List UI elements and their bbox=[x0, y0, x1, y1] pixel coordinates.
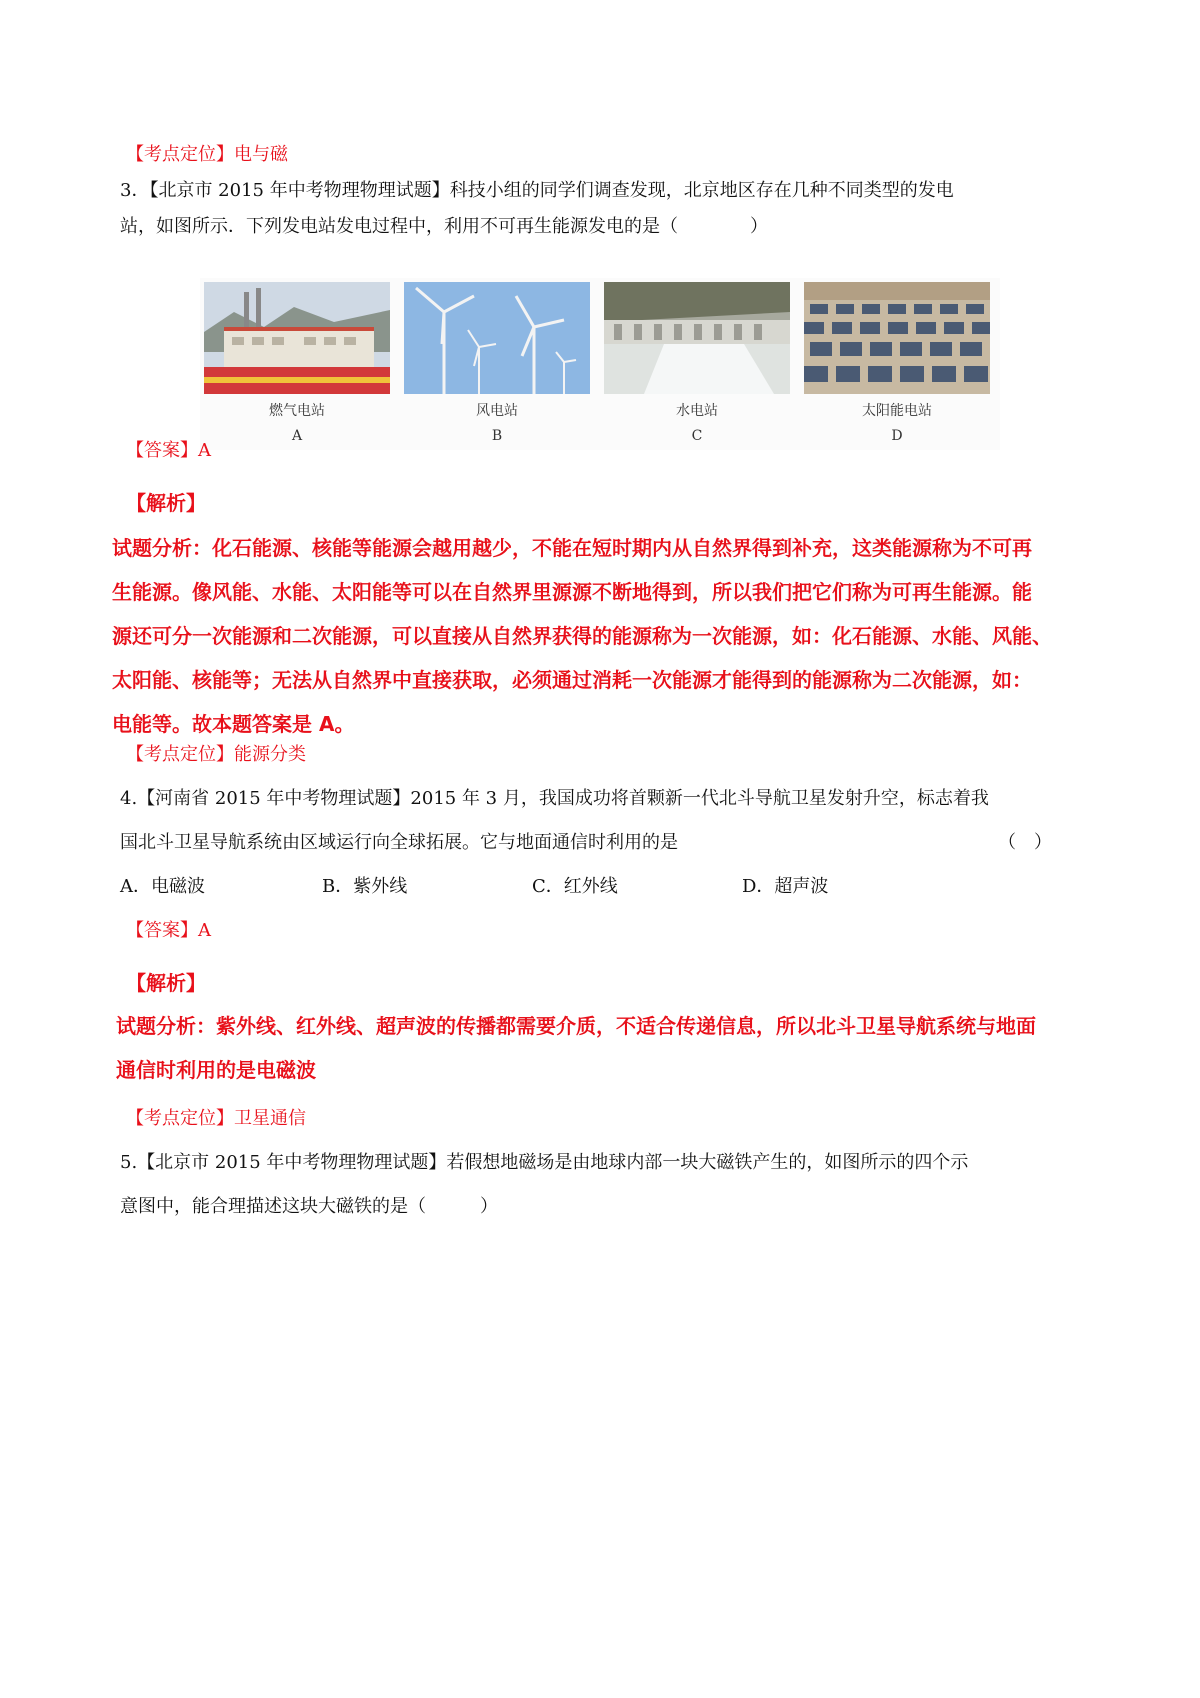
panel-letter: B bbox=[491, 428, 503, 444]
q3-stem-line1: 3．【北京市 2015 年中考物理物理试题】科技小组的同学们调查发现，北京地区存在几种不同类型的发电 bbox=[120, 180, 954, 201]
analysis-line: 通信时利用的是电磁波 bbox=[116, 1058, 316, 1082]
q4-analysis bbox=[116, 1004, 1096, 1092]
analysis-line: 太阳能、核能等；无法从自然界中直接获取，必须通过消耗一次能源才能得到的能源称为二次能源，如： bbox=[112, 668, 1032, 692]
panel-caption: 燃气电站 bbox=[269, 403, 325, 419]
panel-caption: 水电站 bbox=[676, 403, 718, 419]
q4-option-a: A．电磁波 bbox=[120, 876, 205, 897]
answer-label: 【答案】 bbox=[126, 440, 198, 461]
q4-option-b: B．紫外线 bbox=[322, 876, 408, 897]
q4-answer-paren: （ ） bbox=[998, 832, 1052, 853]
q4-kaodian bbox=[126, 1106, 306, 1132]
q3-figure bbox=[200, 278, 1000, 450]
panel-caption: 风电站 bbox=[476, 403, 518, 419]
answer-value: A bbox=[198, 920, 211, 941]
kaodian-value: 能源分类 bbox=[234, 744, 306, 765]
analysis-line: 试题分析：化石能源、核能等能源会越用越少，不能在短时期内从自然界得到补充，这类能源称为不可再 bbox=[112, 536, 1032, 560]
kaodian-label: 【考点定位】 bbox=[126, 144, 234, 165]
q3-jiexi-label: 【解析】 bbox=[126, 491, 206, 515]
solar-field-photo bbox=[804, 282, 990, 394]
kaodian-label: 【考点定位】 bbox=[126, 1108, 234, 1129]
wind-turbine-photo bbox=[404, 282, 590, 394]
q4-answer bbox=[126, 918, 211, 944]
panel-letter: C bbox=[691, 428, 703, 444]
q2-kaodian bbox=[126, 142, 288, 168]
q3-stem-line2: 站，如图所示．下列发电站发电过程中，利用不可再生能源发电的是（ ） bbox=[120, 216, 768, 237]
kaodian-label: 【考点定位】 bbox=[126, 744, 234, 765]
q4-option-d: D．超声波 bbox=[742, 876, 829, 897]
analysis-line: 试题分析：紫外线、红外线、超声波的传播都需要介质，不适合传递信息，所以北斗卫星导航系统与地面 bbox=[116, 1014, 1036, 1038]
panel-letter: D bbox=[891, 428, 903, 444]
q4-option-c: C．红外线 bbox=[532, 876, 618, 897]
q3-kaodian bbox=[126, 742, 306, 768]
answer-label: 【答案】 bbox=[126, 920, 198, 941]
q4-stem-line1: 4.【河南省 2015 年中考物理试题】2015 年 3 月，我国成功将首颗新一代北斗导航卫星发射升空，标志着我 bbox=[120, 788, 989, 809]
kaodian-value: 卫星通信 bbox=[234, 1108, 306, 1129]
q3-answer bbox=[126, 438, 211, 464]
q3-analysis bbox=[112, 526, 1092, 746]
q4-jiexi-label: 【解析】 bbox=[126, 971, 206, 995]
analysis-line: 电能等。故本题答案是 A。 bbox=[112, 712, 355, 736]
gas-power-station-photo bbox=[204, 282, 390, 394]
hydro-dam-photo bbox=[604, 282, 790, 394]
figure-panel-b bbox=[404, 282, 590, 448]
answer-value: A bbox=[198, 440, 211, 461]
analysis-line: 生能源。像风能、水能、太阳能等可以在自然界里源源不断地得到，所以我们把它们称为可再生能源。能 bbox=[112, 580, 1032, 604]
q5-stem-line2: 意图中，能合理描述这块大磁铁的是（ ） bbox=[120, 1196, 498, 1217]
analysis-line: 源还可分一次能源和二次能源，可以直接从自然界获得的能源称为一次能源，如：化石能源、水能、风能、 bbox=[112, 624, 1052, 648]
panel-caption: 太阳能电站 bbox=[862, 403, 932, 419]
kaodian-value: 电与磁 bbox=[234, 144, 288, 165]
panel-letter: A bbox=[291, 428, 303, 444]
q4-stem-line2: 国北斗卫星导航系统由区域运行向全球拓展。它与地面通信时利用的是 bbox=[120, 832, 678, 853]
q5-stem-line1: 5.【北京市 2015 年中考物理物理试题】若假想地磁场是由地球内部一块大磁铁产生的，如图所示的四个示 bbox=[120, 1152, 969, 1173]
figure-panel-d bbox=[804, 282, 990, 448]
figure-panel-c bbox=[604, 282, 790, 448]
figure-panel-a bbox=[204, 282, 390, 448]
